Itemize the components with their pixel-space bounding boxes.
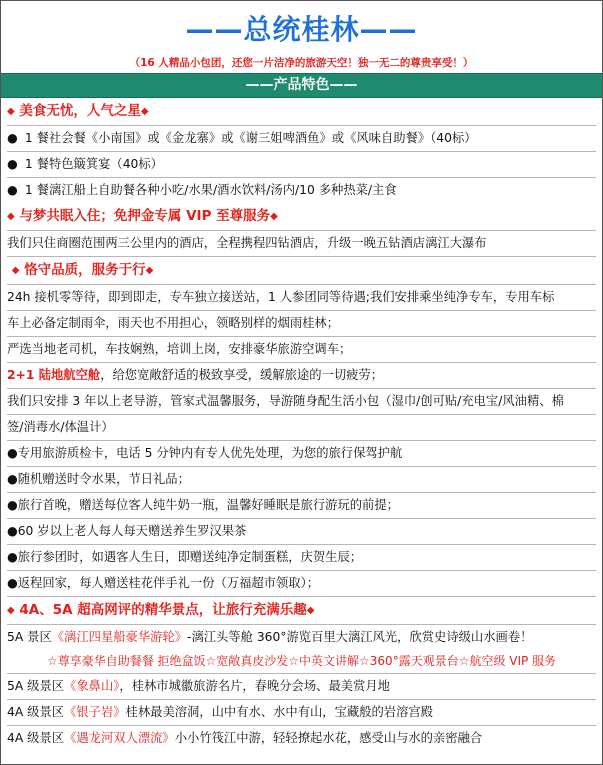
section-header: ——产品特色—— bbox=[1, 73, 602, 98]
spot-perks: ☆尊享豪华自助餐餐 拒绝盒饭☆宽敞真皮沙发☆中英文讲解☆360°露天观景台☆航空级 VIP 服务 bbox=[46, 654, 557, 668]
spot-name: 《漓江四星船豪华游轮》 bbox=[51, 630, 188, 644]
diamond-icon: ◆ bbox=[140, 106, 149, 117]
service-bullet-text: 返程回家，每人赠送桂花伴手礼一份（万福超市领取）； bbox=[17, 576, 320, 590]
spot-item bbox=[7, 625, 596, 650]
heading-text: 恪守品质，服务于行 bbox=[24, 262, 146, 278]
subtitle: （16 人精品小包团，还您一片洁净的旅游天空！独一无二的尊贵享受！） bbox=[129, 57, 474, 69]
diamond-icon: ◆ bbox=[7, 106, 15, 117]
spot-level: 5A 级景区 bbox=[7, 679, 65, 693]
spot-level: 5A 景区 bbox=[7, 630, 52, 644]
list-item bbox=[7, 178, 596, 203]
spot-name: 《象鼻山》 bbox=[64, 679, 120, 693]
spot-item bbox=[7, 674, 596, 699]
list-item: ●随机赠送时令水果，节日礼品； bbox=[7, 472, 190, 486]
service-text: 严选当地老司机，车技娴熟，培训上岗，安排豪华旅游空调车； bbox=[7, 342, 352, 356]
spot-desc: -漓江头等舱 360°游览百里大漓江风光，欣赏史诗级山水画卷！ bbox=[187, 630, 533, 644]
list-item: ●旅行首晚，赠送每位客人纯牛奶一瓶，温馨好睡眠是旅行游玩的前提； bbox=[7, 498, 399, 512]
service-bullet-text: 随机赠送时令水果，节日礼品； bbox=[17, 472, 190, 486]
diamond-icon: ◆ bbox=[11, 265, 20, 276]
diamond-icon: ◆ bbox=[7, 605, 15, 616]
title-bar bbox=[1, 1, 602, 55]
food-text: 1 餐社会餐《小南国》或《金龙寨》或《谢三姐啤酒鱼》或《风味自助餐》（40标） bbox=[24, 131, 477, 145]
list-item: ●旅行参团时，如遇客人生日，即赠送纯净定制蛋糕，庆贺生辰； bbox=[7, 550, 363, 564]
service-text: 我们只安排 3 年以上老导游，管家式温馨服务，导游随身配生活小包（湿巾/创可贴/充电宝/风油精、棉 bbox=[7, 394, 564, 408]
food-text: 1 餐特色簸箕宴（40标） bbox=[24, 157, 163, 171]
spot-item bbox=[7, 700, 596, 725]
spot-desc: 小小竹筏江中游，轻轻撩起水花，感受山与水的亲密融合 bbox=[174, 731, 483, 745]
spot-level: 4A 级景区 bbox=[7, 705, 65, 719]
spot-name: 《遇龙河双人漂流》 bbox=[64, 731, 175, 745]
spot-item bbox=[7, 726, 596, 751]
service-text: 24h 接机零等待，即到即走，专车独立接送站，1 人参团同等待遇;我们安排乘坐纯净专车，专用车标 bbox=[7, 290, 555, 304]
diamond-icon: ◆ bbox=[306, 605, 315, 616]
spot-desc: ，桂林市城徽旅游名片，春晚分会场、最美赏月地 bbox=[119, 679, 390, 693]
service-bullet-text: 专用旅游质检卡，电话 5 分钟内有专人优先处理，为您的旅行保驾护航 bbox=[17, 446, 403, 460]
diamond-icon: ◆ bbox=[145, 265, 154, 276]
service-text bbox=[7, 363, 596, 388]
spot-level: 4A 级景区 bbox=[7, 731, 65, 745]
spot-name: 《银子岩》 bbox=[64, 705, 126, 719]
service-bullet-text: 60 岁以上老人每人每天赠送养生罗汉果茶 bbox=[17, 524, 247, 538]
list-item: ●返程回家，每人赠送桂花伴手礼一份（万福超市领取）； bbox=[7, 576, 320, 590]
bullet-icon: ● bbox=[7, 183, 18, 197]
heading-hotel bbox=[7, 203, 596, 230]
service-text: 车上必备定制雨伞，雨天也不用担心，领略别样的烟雨桂林； bbox=[7, 316, 340, 330]
heading-food bbox=[7, 98, 596, 125]
bullet-icon: ● bbox=[7, 131, 18, 145]
list-item: ●60 岁以上老人每人每天赠送养生罗汉果茶 bbox=[7, 524, 247, 538]
heading-text: 美食无忧，人气之星 bbox=[19, 103, 141, 119]
service-bullet-text: 旅行参团时，如遇客人生日，即赠送纯净定制蛋糕，庆贺生辰； bbox=[17, 550, 363, 564]
service-bullet-text: 旅行首晚，赠送每位客人纯牛奶一瓶，温馨好睡眠是旅行游玩的前提； bbox=[17, 498, 399, 512]
page-title: ——总统桂林—— bbox=[185, 13, 418, 46]
list-item bbox=[7, 152, 596, 177]
content bbox=[1, 98, 602, 751]
bullet-icon: ● bbox=[7, 157, 18, 171]
service-text-rest: ，给您宽敞舒适的极致享受，缓解旅途的一切疲劳； bbox=[100, 368, 384, 382]
diamond-icon: ◆ bbox=[270, 211, 278, 222]
heading-spots bbox=[7, 597, 596, 624]
food-text: 1 餐漓江船上自助餐各种小吃/水果/酒水饮料/汤内/10 多种热菜/主食 bbox=[24, 183, 397, 197]
heading-text: 与梦共眠入住；免押金专属 VIP 至尊服务 bbox=[19, 208, 271, 224]
highlight-text: 2+1 陆地航空舱 bbox=[7, 368, 101, 382]
list-item: ●专用旅游质检卡，电话 5 分钟内有专人优先处理，为您的旅行保驾护航 bbox=[7, 446, 403, 460]
hotel-text: 我们只住商圈范围两三公里内的酒店，全程携程四钻酒店，升级一晚五钻酒店漓江大瀑布 bbox=[7, 236, 487, 250]
list-item bbox=[7, 126, 596, 151]
heading-service bbox=[7, 257, 596, 284]
diamond-icon: ◆ bbox=[7, 211, 15, 222]
service-text: 签/消毒水/体温计） bbox=[7, 420, 114, 434]
heading-text: 4A、5A 超高网评的精华景点，让旅行充满乐趣 bbox=[19, 602, 307, 618]
spot-desc: 桂林最美溶洞，山中有水、水中有山，宝藏般的岩溶宫殿 bbox=[125, 705, 433, 719]
